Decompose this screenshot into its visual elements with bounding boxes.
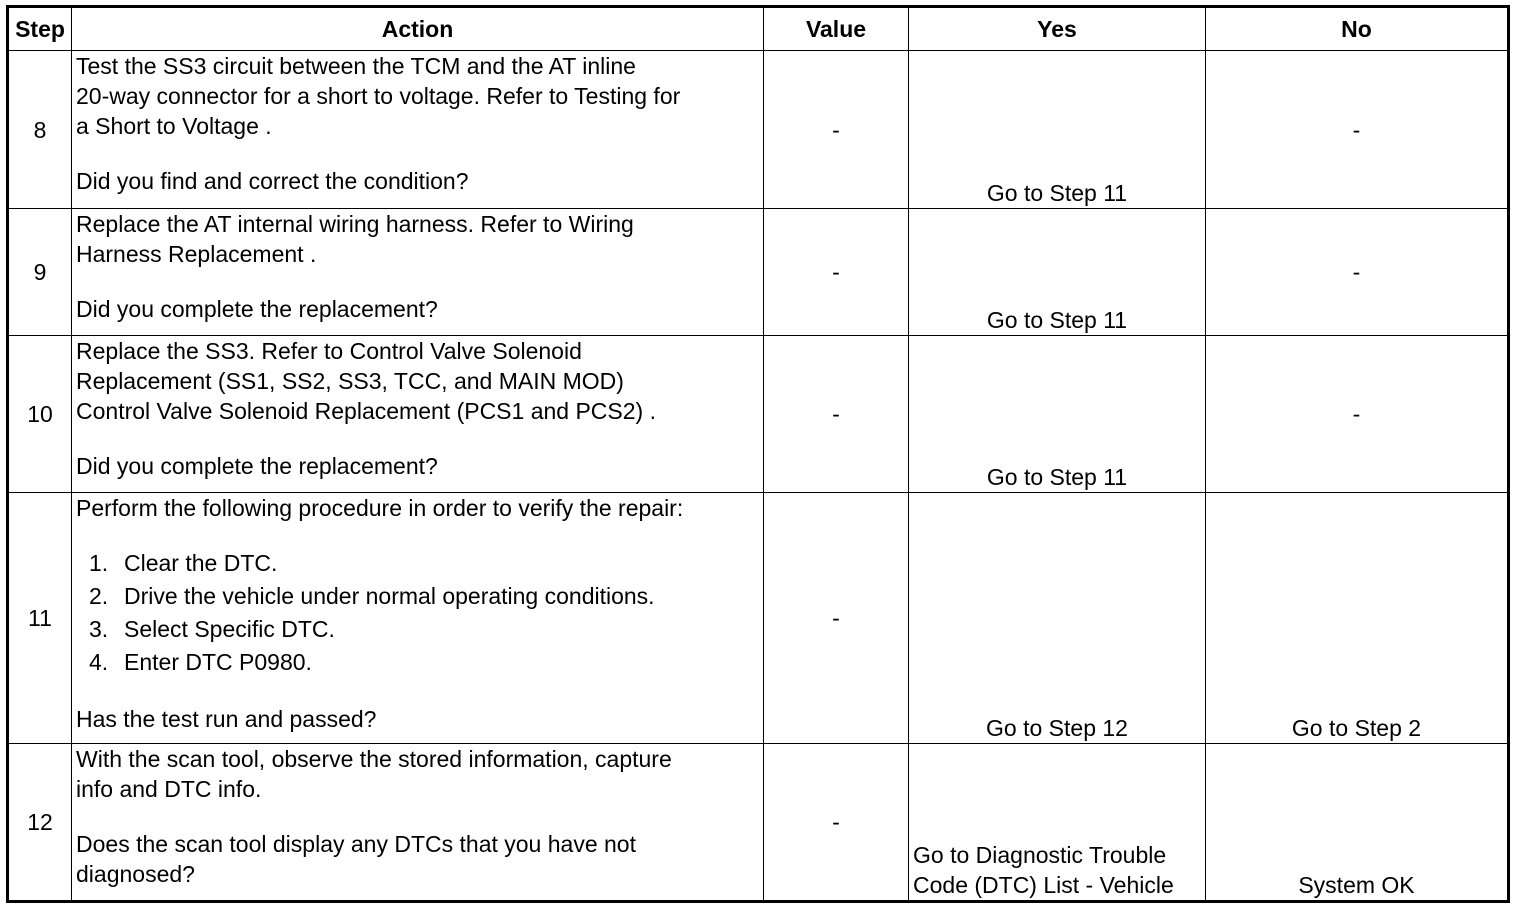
action-question: Did you complete the replacement? — [76, 453, 438, 479]
action-line: Control Valve Solenoid Replacement (PCS1 and PCS2) . — [76, 398, 656, 424]
yes-cell: Go to Step 11 — [909, 336, 1206, 493]
no-cell: Go to Step 2 — [1206, 493, 1509, 744]
step-number: 8 — [8, 51, 72, 209]
header-no: No — [1206, 7, 1509, 51]
yes-cell — [909, 744, 1206, 902]
value-cell: - — [764, 744, 909, 902]
header-action: Action — [72, 7, 764, 51]
yes-cell: Go to Step 12 — [909, 493, 1206, 744]
action-line: Replacement (SS1, SS2, SS3, TCC, and MAIN MOD) — [76, 368, 624, 394]
table-row-step-8 — [8, 51, 1509, 209]
action-line: info and DTC info. — [76, 776, 262, 802]
header-value: Value — [764, 7, 909, 51]
value-cell: - — [764, 51, 909, 209]
action-cell — [72, 744, 764, 902]
list-item-number: 1. — [89, 550, 109, 576]
action-line: a Short to Voltage . — [76, 113, 272, 139]
procedure-list — [76, 547, 759, 679]
action-question: Did you complete the replacement? — [76, 296, 438, 322]
list-item-number: 2. — [89, 583, 109, 609]
list-item — [89, 613, 759, 646]
action-cell — [72, 209, 764, 336]
yes-cell: Go to Step 11 — [909, 51, 1206, 209]
action-question: Has the test run and passed? — [76, 706, 377, 732]
action-question: Did you find and correct the condition? — [76, 168, 469, 194]
header-step: Step — [8, 7, 72, 51]
no-cell: System OK — [1206, 744, 1509, 902]
table-row-step-10 — [8, 336, 1509, 493]
action-line: Replace the AT internal wiring harness. Refer to Wiring — [76, 211, 634, 237]
step-number: 9 — [8, 209, 72, 336]
table-row-step-11 — [8, 493, 1509, 744]
yes-cell: Go to Step 11 — [909, 209, 1206, 336]
value-cell: - — [764, 336, 909, 493]
table-row-step-9 — [8, 209, 1509, 336]
table-row-step-12 — [8, 744, 1509, 902]
action-line: Harness Replacement . — [76, 241, 317, 267]
step-number: 12 — [8, 744, 72, 902]
diagnostic-table — [6, 5, 1510, 903]
step-number: 10 — [8, 336, 72, 493]
value-cell: - — [764, 493, 909, 744]
action-line: 20-way connector for a short to voltage. Refer to Testing for — [76, 83, 681, 109]
action-question: diagnosed? — [76, 861, 195, 887]
list-item-number: 3. — [89, 616, 109, 642]
action-line: With the scan tool, observe the stored information, capture — [76, 746, 672, 772]
action-line: Replace the SS3. Refer to Control Valve Solenoid — [76, 338, 582, 364]
list-item — [89, 547, 759, 580]
no-cell: - — [1206, 51, 1509, 209]
list-item-number: 4. — [89, 649, 109, 675]
header-row — [8, 7, 1509, 51]
yes-line: Go to Diagnostic Trouble — [913, 842, 1167, 868]
list-item — [89, 580, 759, 613]
list-item-text: Enter DTC P0980. — [124, 649, 312, 675]
action-intro: Perform the following procedure in order to verify the repair: — [76, 495, 684, 521]
list-item-text: Clear the DTC. — [124, 550, 278, 576]
list-item-text: Select Specific DTC. — [124, 616, 335, 642]
action-cell — [72, 336, 764, 493]
action-line: Test the SS3 circuit between the TCM and the AT inline — [76, 53, 636, 79]
yes-line: Code (DTC) List - Vehicle — [913, 872, 1174, 898]
list-item-text: Drive the vehicle under normal operating conditions. — [124, 583, 655, 609]
action-question: Does the scan tool display any DTCs that you have not — [76, 831, 636, 857]
value-cell: - — [764, 209, 909, 336]
no-cell: - — [1206, 209, 1509, 336]
action-cell — [72, 51, 764, 209]
header-yes: Yes — [909, 7, 1206, 51]
list-item — [89, 646, 759, 679]
step-number: 11 — [8, 493, 72, 744]
action-cell — [72, 493, 764, 744]
no-cell: - — [1206, 336, 1509, 493]
